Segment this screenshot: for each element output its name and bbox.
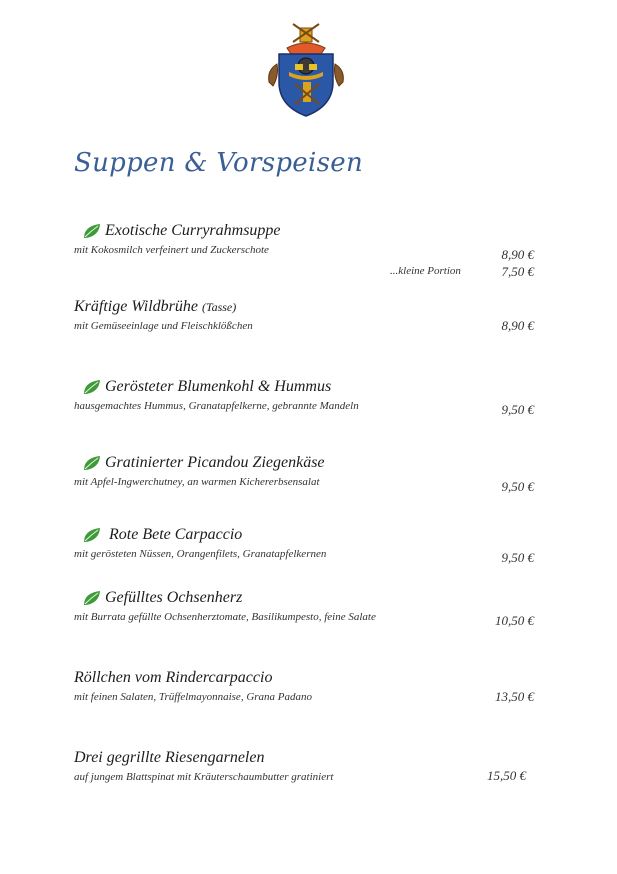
item-description: mit Burrata gefüllte Ochsenherztomate, Basilikumpesto, feine Salate [74,611,376,623]
menu-item [74,749,534,783]
coat-of-arms-logo [265,20,347,120]
menu-item [74,298,534,332]
item-price: 13,50 € [495,689,534,704]
item-description: mit Gemüseeinlage und Fleischklößchen [74,320,253,332]
item-price: 8,90 € [501,318,534,333]
menu-item [74,222,534,279]
leaf-icon [82,589,102,607]
item-title: Rote Bete Carpaccio [109,526,243,543]
item-description: auf jungem Blattspinat mit Kräuterschaumbutter gratiniert [74,771,334,783]
item-price: 9,50 € [501,550,534,565]
leaf-icon [82,378,102,396]
item-price: 10,50 € [495,613,534,628]
item-price: 9,50 € [501,479,534,494]
item-description: mit Apfel-Ingwerchutney, an warmen Kichererbsensalat [74,476,320,488]
small-portion-label: ...kleine Portion [390,265,461,277]
item-title: Kräftige Wildbrühe [74,298,198,315]
menu-item [74,589,534,628]
item-price: 8,90 € [501,247,534,262]
leaf-icon [82,526,102,544]
menu-item [74,454,534,494]
menu-item [74,378,534,417]
item-title: Gerösteter Blumenkohl & Hummus [105,378,332,395]
item-title: Röllchen vom Rindercarpaccio [74,669,273,686]
section-heading: Suppen & Vorspeisen [74,148,363,178]
item-title: Gefülltes Ochsenherz [105,589,243,606]
item-description: mit feinen Salaten, Trüffelmayonnaise, Grana Padano [74,691,313,703]
item-price: 9,50 € [501,402,534,417]
item-title: Gratinierter Picandou Ziegenkäse [105,454,325,471]
menu-item [74,526,534,565]
leaf-icon [82,222,102,240]
item-title: Exotische Curryrahmsuppe [105,222,281,239]
item-title: Drei gegrillte Riesengarnelen [74,749,265,766]
menu-item [74,669,534,703]
item-title-note: (Tasse) [202,299,237,314]
small-portion-price: 7,50 € [501,264,534,279]
item-price: 15,50 € [487,768,526,783]
item-description: mit gerösteten Nüssen, Orangenfilets, Granatapfelkernen [74,548,327,560]
item-description: hausgemachtes Hummus, Granatapfelkerne, gebrannte Mandeln [74,400,359,412]
item-description: mit Kokosmilch verfeinert und Zuckerschote [74,244,269,256]
leaf-icon [82,454,102,472]
